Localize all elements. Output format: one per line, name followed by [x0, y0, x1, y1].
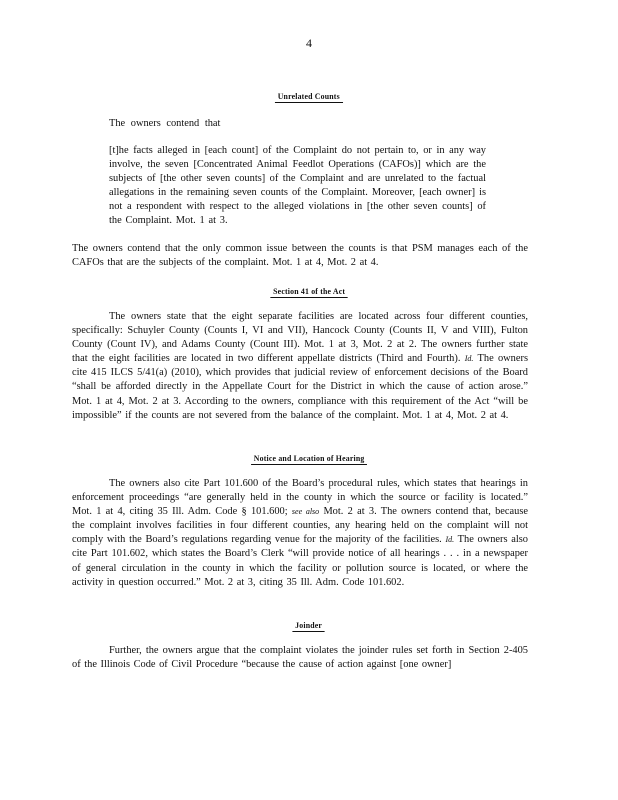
- section-41-text-2: The owners cite 415 ILCS 5/41(a) (2010), which provides that judicial review of enforcement decisions of the Board “shall be afforded directly in the Appellate Court for the District in which the cause of action arose.” Mot. 1 at 4, Mot. 2 at 3. According to the owners, compliance with this requirement of the Act “will be impossible” if the counts are not severed from the balance of the complaint. Mot. 1 at 4, Mot. 2 at 4.: [72, 353, 528, 421]
- heading-joinder: [0, 620, 618, 632]
- joinder-paragraph: Further, the owners argue that the complaint violates the joinder rules set forth in Section 2-405 of the Illinois Code of Civil Procedure “because the cause of action against [one owner]: [72, 645, 528, 671]
- notice-text-2: Mot. 2 at 3. The owners contend that, because the complaint involves facilities in four different counties, any hearing held on the complaint will not comply with the Board’s regulations regarding venue for the majority of the facilities.: [72, 506, 528, 546]
- unrelated-counts-intro: The owners contend that: [109, 118, 221, 129]
- heading-section-41: [0, 286, 618, 298]
- page-number: 4: [306, 36, 312, 50]
- heading-notice-location-text: Notice and Location of Hearing: [251, 453, 367, 465]
- notice-id-cite: Id.: [445, 535, 455, 545]
- heading-unrelated-counts-text: Unrelated Counts: [275, 91, 343, 103]
- section-41-id-cite: Id.: [464, 354, 474, 364]
- notice-text-3: The owners also cite Part 101.602, which states the Board’s Clerk “will provide notice of all hearings . . . in a newspaper of general circulation in the county in which the facility or pollution source is located, or where the activity in question occurred.” Mot. 2 at 3, citing 35 Ill. Adm. Code 101.602.: [72, 534, 528, 588]
- notice-see-also-cite: see also: [291, 507, 320, 517]
- unrelated-counts-block-quote: [t]he facts alleged in [each count] of the Complaint do not pertain to, or in any way involve, the seven [Concentrated Animal Feedlot Operations (CAFOs)] which are the subjects of [the other seven counts] of the Complaint and are unrelated to the factual allegations in the remaining seven counts of the Complaint. Moreover, [each owner] is not a respondent with respect to the alleged violations in [the other seven counts] of the Complaint. Mot. 1 at 3.: [109, 145, 486, 227]
- notice-paragraph: [72, 477, 528, 590]
- unrelated-counts-paragraph: The owners contend that the only common issue between the counts is that PSM manages each of the CAFOs that are the subjects of the complaint. Mot. 1 at 4, Mot. 2 at 4.: [72, 243, 528, 269]
- section-41-text-1: The owners state that the eight separate facilities are located across four different counties, specifically: Schuyler County (Counts I, VI and VII), Hancock County (Counts II, V and VIII), Fulton County (Count IV), and Adams County (Count III). Mot. 1 at 3, Mot. 2 at 2. The owners further state that the eight facilities are located in two different appellate districts (Third and Fourth).: [72, 311, 528, 365]
- heading-notice-location: [0, 453, 618, 465]
- heading-unrelated-counts: [0, 91, 618, 103]
- section-41-paragraph: [72, 310, 528, 423]
- notice-text-1: The owners also cite Part 101.600 of the Board’s procedural rules, which states that hearings in enforcement proceedings “are generally held in the county in which the source or facility is located.” Mot. 1 at 4, citing 35 Ill. Adm. Code § 101.600;: [72, 478, 528, 518]
- heading-section-41-text: Section 41 of the Act: [270, 286, 348, 298]
- heading-joinder-text: Joinder: [293, 620, 325, 632]
